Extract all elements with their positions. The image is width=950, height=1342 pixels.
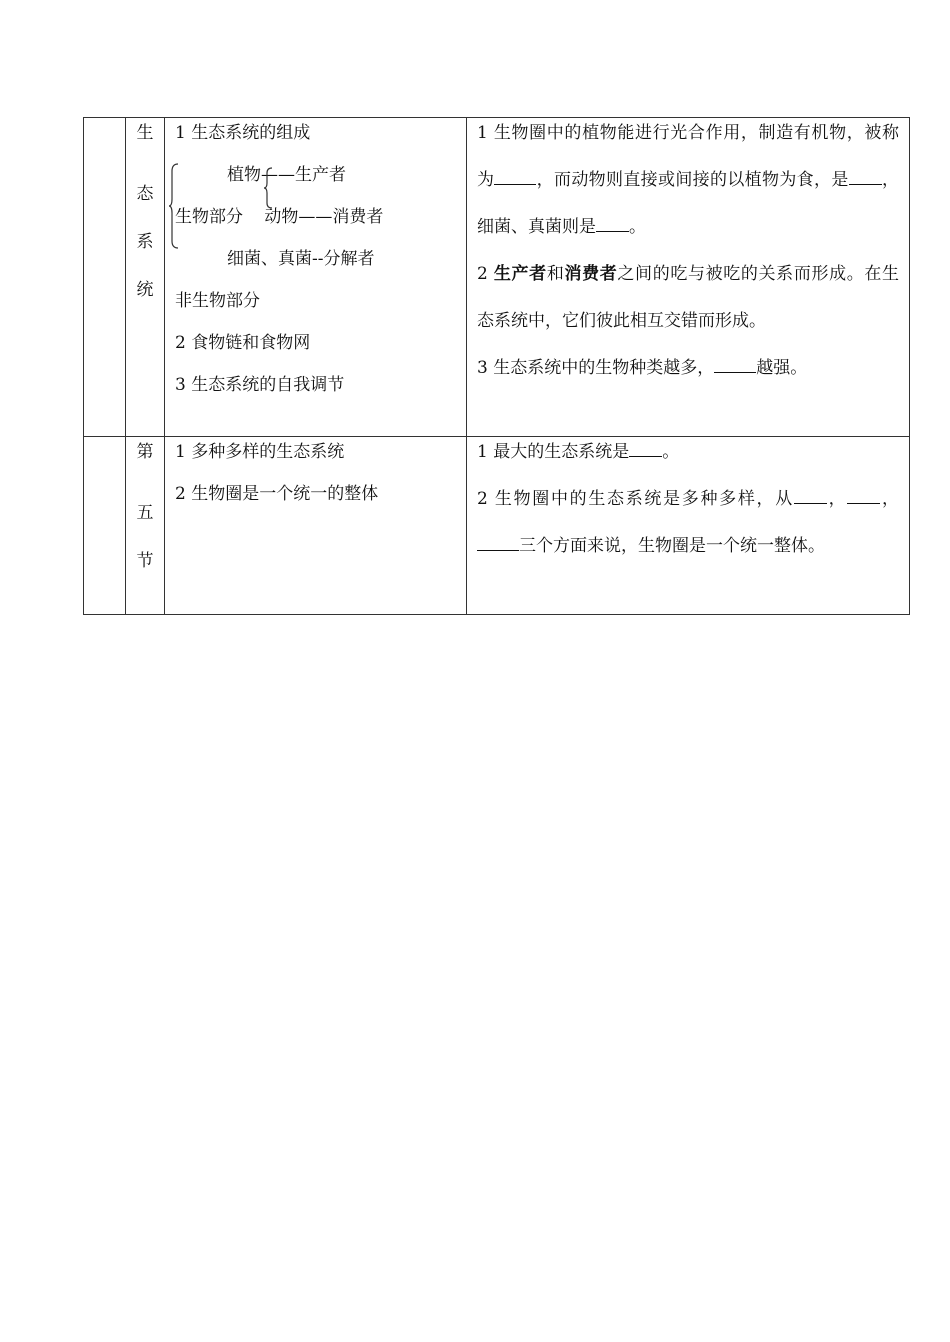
table-row (84, 118, 910, 437)
table-row (84, 437, 910, 615)
questions-cell (467, 118, 910, 437)
section-char: 五 (136, 503, 154, 523)
left-brace-icon (169, 163, 179, 249)
chapter-cell (84, 118, 126, 437)
inner-brace-icon (263, 167, 273, 209)
question-text: 。 (662, 442, 680, 462)
question-2 (477, 476, 899, 570)
section-char: 统 (136, 280, 154, 300)
answer-blank[interactable] (847, 487, 880, 504)
section-char: 第 (136, 442, 154, 462)
answer-blank[interactable] (794, 487, 827, 504)
decomposer-line: 细菌、真菌--分解者 (227, 249, 375, 269)
chapter-cell (84, 437, 126, 615)
biotic-part-label: 生物部分 (175, 207, 243, 227)
question-text: ， (880, 489, 900, 509)
question-text: 越强。 (756, 358, 808, 378)
question-text: 。 (629, 217, 646, 237)
question-text: 1 生物圈中的植物能进行光合作用，制造有机物，被称为 (477, 123, 899, 190)
question-text: 三个方面来说，生物圈是一个统一整体。 (519, 536, 825, 556)
answer-blank[interactable] (849, 168, 882, 185)
section-label-ecosystem (126, 118, 165, 437)
answer-blank[interactable] (714, 356, 756, 373)
question-text: 1 最大的生态系统是 (477, 442, 630, 462)
abiotic-part-label: 非生物部分 (175, 291, 260, 311)
question-text: 之间的吃与被吃的关系而形成。在生态系统中，它们彼此相互交错而形成。 (477, 264, 900, 331)
answer-blank[interactable] (629, 440, 662, 457)
plants-producer-line: 植物——生产者 (227, 165, 346, 185)
question-2 (477, 251, 899, 345)
section-char: 系 (136, 232, 154, 252)
answer-blank[interactable] (596, 215, 629, 232)
question-1 (477, 429, 899, 476)
question-1 (477, 110, 899, 251)
ecosystem-composition-item: 1 生态系统的组成 (175, 123, 311, 143)
emphasis-text: 消费者 (564, 264, 618, 284)
section-char: 态 (136, 184, 154, 204)
questions-cell (467, 437, 910, 615)
biotic-row (175, 206, 458, 248)
section-label-fifth (126, 437, 165, 615)
food-chain-item: 2 食物链和食物网 (175, 333, 311, 353)
question-text: 2 生物圈中的生态系统是多种多样，从 (477, 489, 794, 509)
knowledge-points-cell (165, 118, 467, 437)
question-text: ，而动物则直接或间接的以植物为食，是 (536, 170, 849, 190)
answer-blank[interactable] (477, 534, 519, 551)
diverse-ecosystems-item: 1 多种多样的生态系统 (175, 442, 345, 462)
answer-blank[interactable] (494, 168, 536, 185)
question-text: 和 (546, 264, 565, 284)
section-char: 生 (136, 123, 154, 143)
section-char: 节 (136, 551, 154, 571)
knowledge-points-cell (165, 437, 467, 615)
question-text: ， (826, 489, 848, 509)
summary-table (83, 117, 910, 615)
self-regulation-item: 3 生态系统的自我调节 (175, 375, 345, 395)
biosphere-whole-item: 2 生物圈是一个统一的整体 (175, 484, 379, 504)
animals-consumer-line: 动物——消费者 (264, 207, 384, 227)
question-text: 3 生态系统中的生物种类越多， (477, 358, 715, 378)
question-text: ，细菌、真菌则是 (477, 170, 900, 237)
emphasis-text: 生产者 (493, 264, 547, 284)
question-text: 2 (477, 264, 494, 284)
question-3 (477, 345, 899, 392)
